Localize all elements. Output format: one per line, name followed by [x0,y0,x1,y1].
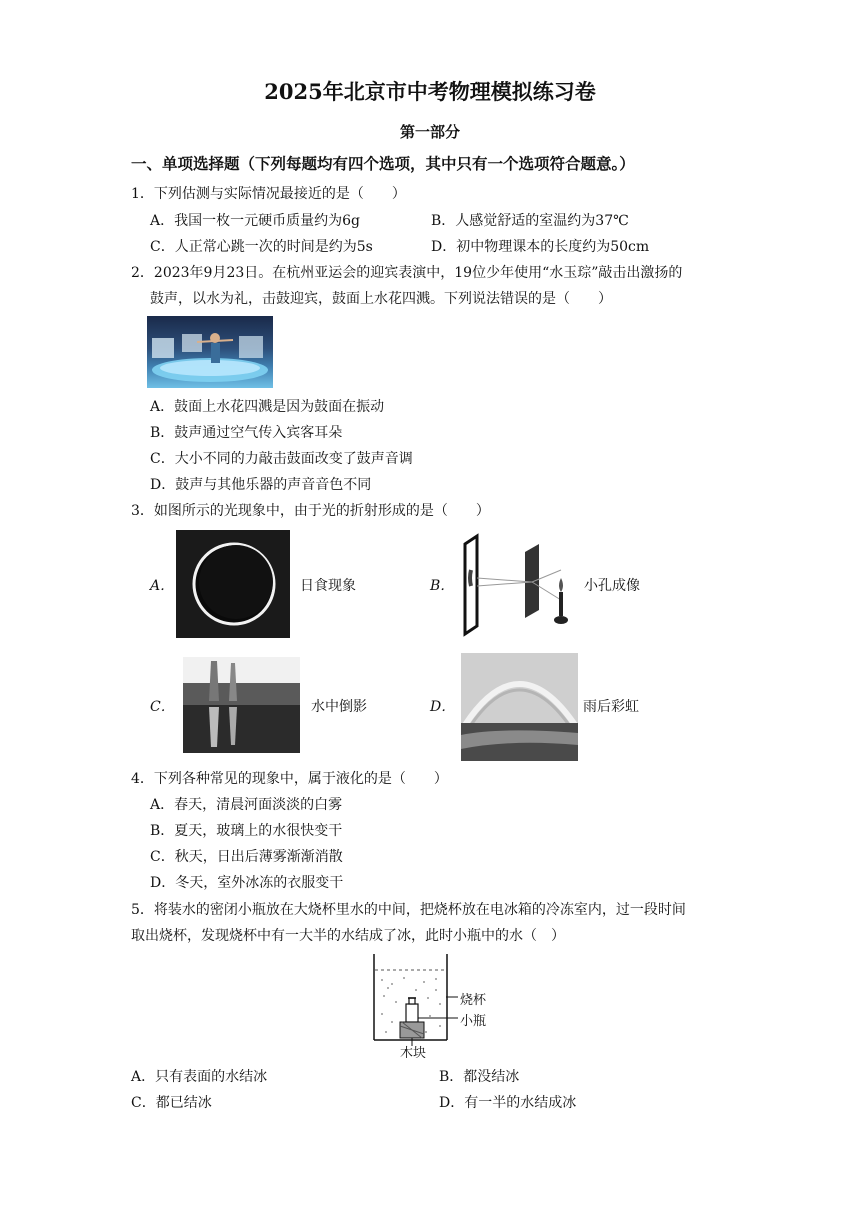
q4-option-d: D．冬天，室外冰冻的衣服变干 [150,875,344,891]
q2-stem-line2: 鼓声，以水为礼，击鼓迎宾，鼓面上水花四溅。下列说法错误的是（ ） [150,291,612,307]
q4-option-b: B．夏天，玻璃上的水很快变干 [150,823,343,839]
q3-option-a-label: A． [150,578,175,594]
q2-option-d: D．鼓声与其他乐器的声音音色不同 [150,477,372,493]
rainbow-photo [461,653,578,761]
q4-stem: 4．下列各种常见的现象中，属于液化的是（ ） [131,771,448,787]
q1-option-a: A．我国一枚一元硬币质量约为6g [150,213,360,229]
drum-performance-photo [147,316,273,388]
q3-option-b-label: B． [430,578,455,594]
q5-option-b: B．都没结冰 [439,1069,520,1085]
q3-option-c-label: C． [150,699,175,715]
q5-option-d: D．有一半的水结成冰 [439,1095,577,1111]
beaker-bottle-diagram [362,950,497,1058]
q4-option-a: A．春天，清晨河面淡淡的白雾 [150,797,343,813]
q2-stem-line1: 2．2023年9月23日。在杭州亚运会的迎宾表演中，19位少年使用“水玉琮”敲击出激扬的 [131,265,683,281]
q3-option-d-label: D． [430,699,456,715]
q2-option-c: C．大小不同的力敲击鼓面改变了鼓声音调 [150,451,413,467]
q5-stem-line1: 5．将装水的密闭小瓶放在大烧杯里水的中间，把烧杯放在电冰箱的冷冻室内，过一段时间 [131,902,686,918]
bottle-label: 小瓶 [460,1014,487,1029]
page-title: 2025年北京市中考物理模拟练习卷 [264,79,596,104]
q5-stem-line2: 取出烧杯，发现烧杯中有一大半的水结成了冰，此时小瓶中的水（ ） [131,928,565,944]
water-reflection-photo [183,657,300,753]
q3-option-c-caption: 水中倒影 [311,699,367,715]
q3-option-a-caption: 日食现象 [300,578,356,594]
q5-option-a: A．只有表面的水结冰 [131,1069,268,1085]
q3-option-b-caption: 小孔成像 [584,578,640,594]
section-heading: 一、单项选择题（下列每题均有四个选项，其中只有一个选项符合题意。） [131,154,635,173]
q5-option-c: C．都已结冰 [131,1095,212,1111]
part-heading: 第一部分 [399,123,460,141]
q1-stem: 1．下列估测与实际情况最接近的是（ ） [131,186,406,202]
solar-eclipse-photo [176,530,290,638]
pinhole-imaging-diagram [459,530,579,640]
q2-option-b: B．鼓声通过空气传入宾客耳朵 [150,425,343,441]
beaker-label: 烧杯 [460,993,487,1008]
q3-option-d-caption: 雨后彩虹 [583,699,639,715]
q4-option-c: C．秋天，日出后薄雾渐渐消散 [150,849,343,865]
q1-option-d: D．初中物理课本的长度约为50cm [431,239,650,255]
q3-stem: 3．如图所示的光现象中，由于光的折射形成的是（ ） [131,503,490,519]
q1-option-b: B．人感觉舒适的室温约为37℃ [431,213,629,229]
wood-block-label: 木块 [400,1046,427,1058]
q2-option-a: A．鼓面上水花四溅是因为鼓面在振动 [150,399,385,415]
q1-option-c: C．人正常心跳一次的时间是约为5s [150,239,373,255]
